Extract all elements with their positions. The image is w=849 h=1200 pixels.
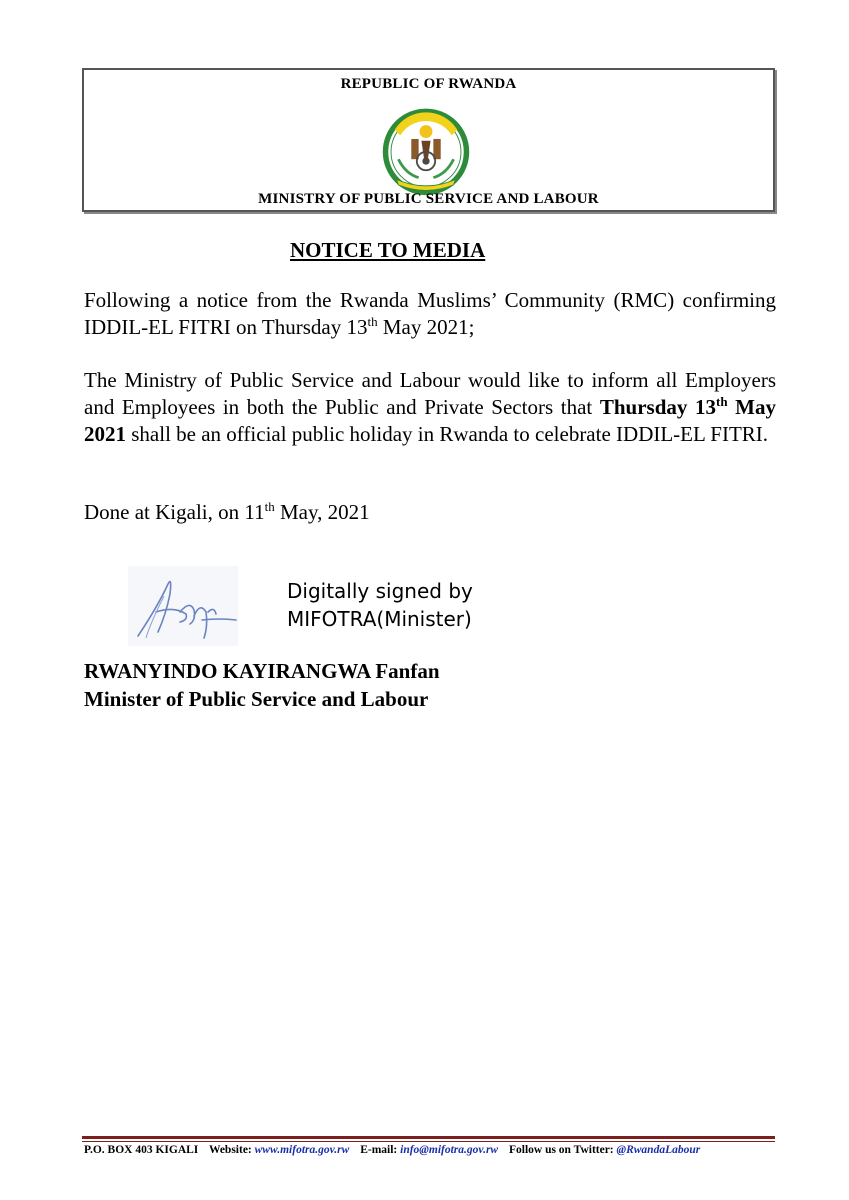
rwanda-coat-of-arms-icon	[380, 104, 472, 196]
twitter-label: Follow us on Twitter:	[508, 1144, 614, 1156]
notice-title: NOTICE TO MEDIA	[290, 238, 486, 262]
holiday-date: Thursday 13th May 2021	[84, 394, 776, 446]
p3-text-a: Done at Kigali, on 11	[84, 500, 265, 524]
handwritten-signature-icon	[128, 566, 238, 646]
footer-address: P.O. BOX 403 KIGALI	[84, 1144, 199, 1156]
country-title: REPUBLIC OF RWANDA	[340, 76, 517, 92]
p1-text-b: May 2021;	[377, 315, 475, 339]
p2-text-b: shall be an official public holiday in Rwanda to celebrate IDDIL-EL FITRI.	[126, 422, 769, 446]
paragraph-rmc-notice	[84, 287, 776, 341]
ministry-title: MINISTRY OF PUBLIC SERVICE AND LABOUR	[258, 191, 599, 207]
website-label: Website:	[208, 1144, 252, 1156]
footer-contacts	[84, 1144, 784, 1156]
digital-signed-label: Digitally signed by	[287, 579, 473, 603]
signatory-name: RWANYINDO KAYIRANGWA Fanfan	[84, 659, 440, 683]
footer-divider-thin	[82, 1141, 775, 1142]
website-link[interactable]: www.mifotra.gov.rw	[254, 1144, 350, 1156]
signatory-block	[84, 657, 440, 713]
paragraph-done-at	[84, 499, 776, 526]
digital-signature-text	[287, 577, 473, 633]
email-link[interactable]: info@mifotra.gov.rw	[400, 1144, 499, 1156]
p1-text-a: Following a notice from the Rwanda Muslims’ Community (RMC) confirming IDDIL-EL FITRI on Thursday 13	[84, 288, 776, 339]
p1-ordinal: th	[367, 314, 378, 329]
email-label: E-mail:	[360, 1144, 398, 1156]
digital-signer: MIFOTRA(Minister)	[287, 607, 472, 631]
footer-divider	[82, 1136, 775, 1139]
p3-text-b: May, 2021	[274, 500, 370, 524]
paragraph-holiday-announcement	[84, 367, 776, 448]
twitter-link[interactable]: @RwandaLabour	[616, 1144, 701, 1156]
letterhead-box	[82, 68, 775, 212]
p2-text-a: The Ministry of Public Service and Labour would like to inform all Employers and Employees in both the Public and Private Sectors that	[84, 368, 776, 419]
p3-ordinal: th	[264, 499, 275, 514]
signatory-position: Minister of Public Service and Labour	[84, 687, 429, 711]
